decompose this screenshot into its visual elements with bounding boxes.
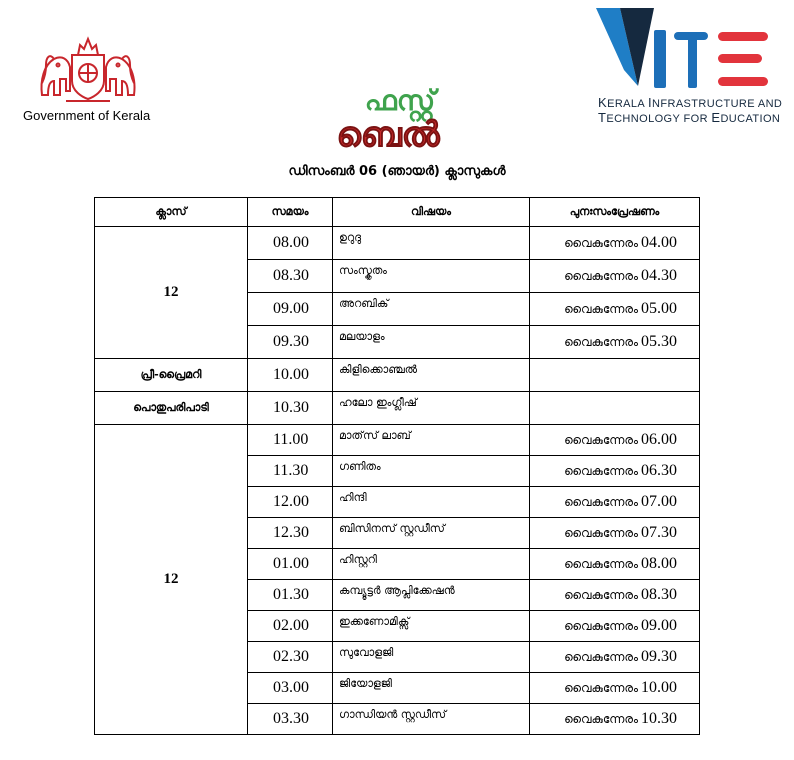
schedule-body (95, 227, 700, 735)
subject-cell: ഗണിതം (333, 456, 530, 487)
time-cell: 10.00 (248, 359, 333, 392)
rebroadcast-prefix: വൈകുന്നേരം (564, 269, 638, 283)
rebroadcast-prefix: വൈകുന്നേരം (564, 433, 638, 447)
rebroadcast-prefix: വൈകുന്നേരം (564, 619, 638, 633)
subject-cell: ഗാന്ധിയൻ സ്റ്റഡീസ് (333, 704, 530, 735)
time-cell: 11.30 (248, 456, 333, 487)
rebroadcast-cell (530, 227, 700, 260)
time-cell: 12.30 (248, 518, 333, 549)
subject-cell: ഹിന്ദി (333, 487, 530, 518)
rebroadcast-prefix: വൈകുന്നേരം (564, 236, 638, 250)
rebroadcast-cell (530, 425, 700, 456)
kite-organization-name: KERALA INFRASTRUCTURE AND TECHNOLOGY FOR EDUCATION (598, 95, 783, 125)
page-title: ഡിസംബർ 06 (ഞായർ) ക്ലാസുകൾ (288, 164, 506, 179)
rebroadcast-time: 08.00 (641, 555, 677, 572)
rebroadcast-prefix: വൈകുന്നേരം (564, 650, 638, 664)
rebroadcast-time: 09.00 (641, 617, 677, 634)
subject-cell: മലയാളം (333, 326, 530, 359)
schedule-table (94, 197, 700, 735)
rebroadcast-time: 07.30 (641, 524, 677, 541)
rebroadcast-cell (530, 260, 700, 293)
time-cell: 03.30 (248, 704, 333, 735)
rebroadcast-prefix: വൈകുന്നേരം (564, 681, 638, 695)
time-cell: 08.00 (248, 227, 333, 260)
subject-cell: ഇക്കണോമിക്സ് (333, 611, 530, 642)
subject-cell: കിളിക്കൊഞ്ചൽ (333, 359, 530, 392)
rebroadcast-cell (530, 293, 700, 326)
header-time: സമയം (248, 198, 333, 227)
time-cell: 08.30 (248, 260, 333, 293)
table-header-row (95, 198, 700, 227)
rebroadcast-prefix: വൈകുന്നേരം (564, 302, 638, 316)
rebroadcast-time: 05.30 (641, 333, 677, 350)
time-cell: 09.00 (248, 293, 333, 326)
rebroadcast-prefix: വൈകുന്നേരം (564, 526, 638, 540)
rebroadcast-time: 10.00 (641, 679, 677, 696)
rebroadcast-prefix: വൈകുന്നേരം (564, 588, 638, 602)
time-cell: 12.00 (248, 487, 333, 518)
subject-cell: കമ്പ്യൂട്ടർ ആപ്ലിക്കേഷൻ (333, 580, 530, 611)
time-cell: 10.30 (248, 392, 333, 425)
rebroadcast-cell (530, 549, 700, 580)
kite-logo (594, 8, 774, 90)
subject-cell: ജിയോളജി (333, 673, 530, 704)
rebroadcast-cell (530, 673, 700, 704)
table-row (95, 359, 700, 392)
rebroadcast-cell (530, 580, 700, 611)
rebroadcast-time: 04.30 (641, 267, 677, 284)
rebroadcast-time: 05.00 (641, 300, 677, 317)
subject-cell: ബിസിനസ് സ്റ്റഡീസ് (333, 518, 530, 549)
time-cell: 01.30 (248, 580, 333, 611)
time-cell: 01.00 (248, 549, 333, 580)
svg-text:ഫസ്റ്റ്: ഫസ്റ്റ് (364, 84, 436, 117)
rebroadcast-time: 06.30 (641, 462, 677, 479)
svg-text:ബെൽ: ബെൽ (336, 115, 440, 155)
rebroadcast-time: 08.30 (641, 586, 677, 603)
subject-cell: സുവോളജി (333, 642, 530, 673)
rebroadcast-prefix: വൈകുന്നേരം (564, 712, 638, 726)
subject-cell: ഹിസ്റ്ററി (333, 549, 530, 580)
rebroadcast-time: 10.30 (641, 710, 677, 727)
table-row (95, 227, 700, 260)
header-subject: വിഷയം (333, 198, 530, 227)
subject-cell: ഹലോ ഇംഗ്ലീഷ് (333, 392, 530, 425)
class-cell: പ്രീ-പ്രൈമറി (95, 359, 248, 392)
rebroadcast-time: 07.00 (641, 493, 677, 510)
table-row (95, 392, 700, 425)
rebroadcast-cell (530, 611, 700, 642)
time-cell: 03.00 (248, 673, 333, 704)
time-cell: 02.00 (248, 611, 333, 642)
rebroadcast-time: 09.30 (641, 648, 677, 665)
rebroadcast-prefix: വൈകുന്നേരം (564, 495, 638, 509)
rebroadcast-cell (530, 392, 700, 425)
time-cell: 02.30 (248, 642, 333, 673)
rebroadcast-cell (530, 456, 700, 487)
header-class: ക്ലാസ് (95, 198, 248, 227)
government-name: Government of Kerala (23, 108, 151, 123)
rebroadcast-prefix: വൈകുന്നേരം (564, 335, 638, 349)
rebroadcast-prefix: വൈകുന്നേരം (564, 464, 638, 478)
table-row (95, 425, 700, 456)
class-cell: പൊതുപരിപാടി (95, 392, 248, 425)
rebroadcast-time: 06.00 (641, 431, 677, 448)
class-cell: 12 (95, 425, 248, 735)
rebroadcast-prefix: വൈകുന്നേരം (564, 557, 638, 571)
kerala-emblem-icon (36, 35, 140, 105)
subject-cell: ഉറുദു (333, 227, 530, 260)
class-cell: 12 (95, 227, 248, 359)
subject-cell: അറബിക് (333, 293, 530, 326)
first-bell-logo (334, 80, 452, 160)
time-cell: 11.00 (248, 425, 333, 456)
rebroadcast-cell (530, 642, 700, 673)
subject-cell: മാത്‌സ് ലാബ് (333, 425, 530, 456)
header-rebroadcast: പുനഃസംപ്രേഷണം (530, 198, 700, 227)
rebroadcast-time: 04.00 (641, 234, 677, 251)
rebroadcast-cell (530, 359, 700, 392)
rebroadcast-cell (530, 326, 700, 359)
rebroadcast-cell (530, 518, 700, 549)
subject-cell: സംസ്കൃതം (333, 260, 530, 293)
time-cell: 09.30 (248, 326, 333, 359)
rebroadcast-cell (530, 487, 700, 518)
rebroadcast-cell (530, 704, 700, 735)
